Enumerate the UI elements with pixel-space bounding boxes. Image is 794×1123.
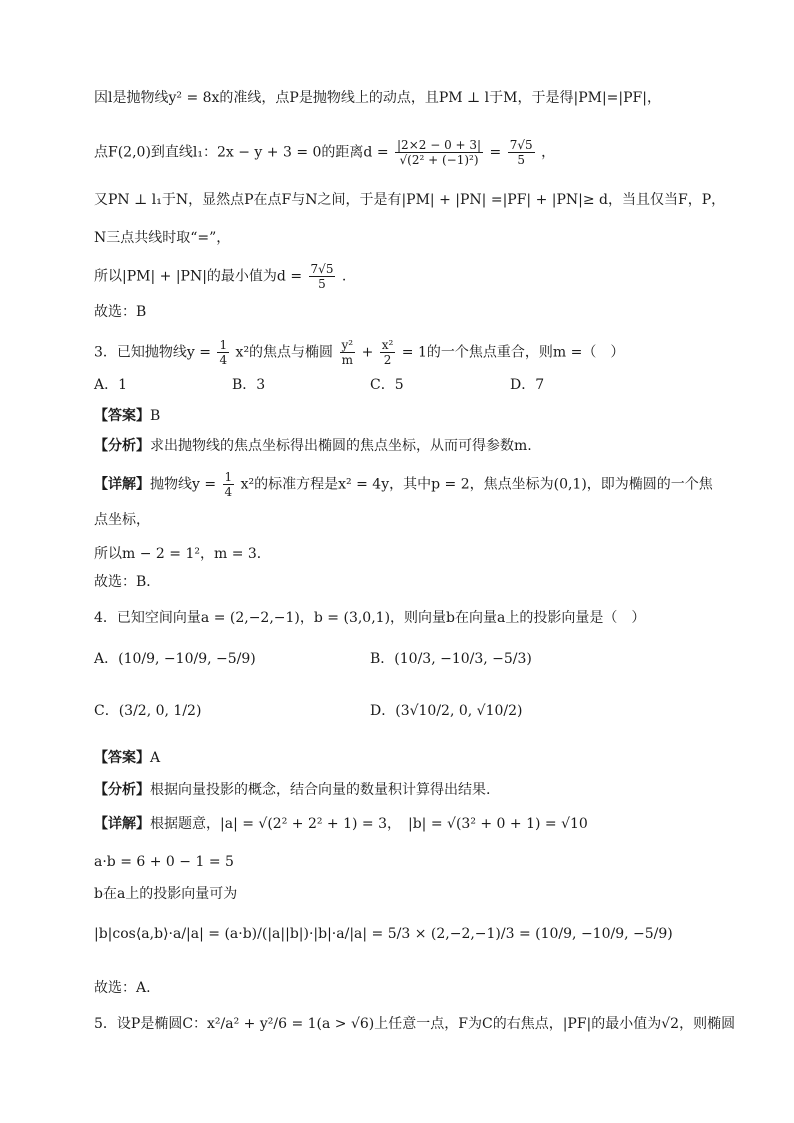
text-line: 故选：A.: [94, 980, 151, 996]
text-segment: 3．已知抛物线y =: [94, 344, 211, 361]
q4-option-d: [370, 700, 523, 720]
min-value-line: [94, 262, 346, 291]
option-label: C．: [94, 703, 119, 719]
distance-formula-line: [94, 138, 555, 167]
q4-option-a: [94, 648, 256, 668]
option-value: (3√10/2, 0, √10/2): [395, 703, 523, 719]
option-value: (10/3, −10/3, −5/3): [394, 651, 532, 667]
detail-tag: 【详解】: [94, 476, 150, 493]
text-segment: = 1的一个焦点重合，则m =（ ）: [401, 344, 625, 361]
text-segment: .: [341, 268, 347, 285]
denominator: √(2² + (−1)²): [399, 153, 479, 167]
text-segment: 点F(2,0)到直线l₁：2x − y + 3 = 0的距离d =: [94, 144, 389, 161]
q4-option-b: [370, 648, 532, 668]
denominator: 5: [318, 277, 326, 291]
denominator: m: [341, 353, 353, 367]
q4-analysis: [94, 780, 490, 800]
analysis-text: 求出抛物线的焦点坐标得出椭圆的焦点坐标，从而可得参数m.: [150, 438, 532, 454]
text-segment: x²的焦点与椭圆: [235, 344, 334, 361]
text-segment: +: [361, 344, 374, 361]
analysis-tag: 【分析】: [94, 438, 150, 454]
answer-tag: 【答案】: [94, 750, 150, 766]
numerator: 7√5: [310, 262, 334, 276]
fraction: [217, 338, 229, 367]
text-segment: 所以|PM| + |PN|的最小值为d =: [94, 268, 303, 285]
option-label: B．: [370, 651, 395, 667]
detail-tag: 【详解】: [94, 816, 150, 832]
text-segment: ，: [541, 144, 556, 161]
text-line: 所以m − 2 = 1²，m = 3．: [94, 546, 271, 562]
option-label: D．: [370, 703, 396, 719]
q4-detail: [94, 814, 588, 834]
fraction: [380, 338, 396, 367]
question-5-stem: 5．设P是椭圆C：x²/a² + y²/6 = 1(a > √6)上任意一点，F为C的右焦点，|PF|的最小值为√2，则椭圆: [94, 1016, 736, 1032]
text-line: 因l是抛物线y² = 8x的准线，点P是抛物线上的动点，且PM ⊥ l于M，于是得|PM|=|PF|，: [94, 90, 661, 106]
q3-analysis: [94, 436, 532, 456]
text-line: 故选：B: [94, 304, 147, 320]
detail-text: 根据题意，|a| = √(2² + 2² + 1) = 3， |b| = √(3² + 0 + 1) = √10: [150, 816, 588, 832]
numerator: 1: [219, 338, 228, 352]
text-line: 故选：B．: [94, 574, 161, 590]
text-line: 点坐标，: [94, 512, 150, 528]
text-line: a·b = 6 + 0 − 1 = 5: [94, 854, 234, 870]
fraction: [508, 138, 535, 167]
numerator: 1: [224, 470, 233, 484]
text-line: b在a上的投影向量可为: [94, 886, 238, 902]
option-label: A．: [94, 651, 119, 667]
text-line: 又PN ⊥ l₁于N，显然点P在点F与N之间，于是有|PM| + |PN| =|PF| + |PN|≥ d，当且仅当F，P，: [94, 192, 726, 208]
q3-option-b: B．3: [232, 377, 266, 393]
q3-detail: [94, 470, 713, 499]
projection-formula-line: |b|cos⟨a,b⟩·a/|a| = (a·b)/(|a||b|)·|b|·a/|a| = 5/3 × (2,−2,−1)/3 = (10/9, −10/9, −5/9): [94, 926, 673, 942]
q3-option-d: D．7: [510, 377, 545, 393]
denominator: 2: [383, 353, 392, 367]
fraction: [223, 470, 235, 499]
q3-option-c: C．5: [370, 377, 404, 393]
numerator: 7√5: [509, 138, 533, 152]
text-segment: x²的标准方程是x² = 4y，其中p = 2，焦点坐标为(0,1)，即为椭圆的一个焦: [240, 476, 713, 493]
numerator: |2×2 − 0 + 3|: [397, 138, 482, 152]
denominator: 5: [517, 153, 525, 167]
text-segment: =: [489, 144, 502, 161]
numerator: y²: [341, 338, 354, 352]
fraction: [340, 338, 356, 367]
denominator: 4: [224, 485, 233, 499]
q4-answer: [94, 748, 160, 768]
question-4-stem: 4．已知空间向量a = (2,−2,−1)，b = (3,0,1)，则向量b在向量a上的投影向量是（ ）: [94, 610, 646, 626]
analysis-tag: 【分析】: [94, 782, 150, 798]
fraction: [309, 262, 336, 291]
fraction: [395, 138, 483, 167]
denominator: 4: [219, 353, 228, 367]
answer-tag: 【答案】: [94, 408, 150, 424]
answer-value: A: [150, 750, 161, 766]
answer-value: B: [150, 408, 161, 424]
q4-option-c: [94, 700, 201, 720]
numerator: x²: [381, 338, 394, 352]
q3-answer: [94, 406, 160, 426]
analysis-text: 根据向量投影的概念，结合向量的数量积计算得出结果.: [150, 782, 491, 798]
question-3-stem: [94, 338, 624, 367]
q3-option-a: A．1: [94, 377, 128, 393]
text-segment: 抛物线y =: [150, 476, 217, 493]
option-value: (3/2, 0, 1/2): [118, 703, 202, 719]
text-line: N三点共线时取“=”，: [94, 230, 231, 246]
option-value: (10/9, −10/9, −5/9): [118, 651, 256, 667]
